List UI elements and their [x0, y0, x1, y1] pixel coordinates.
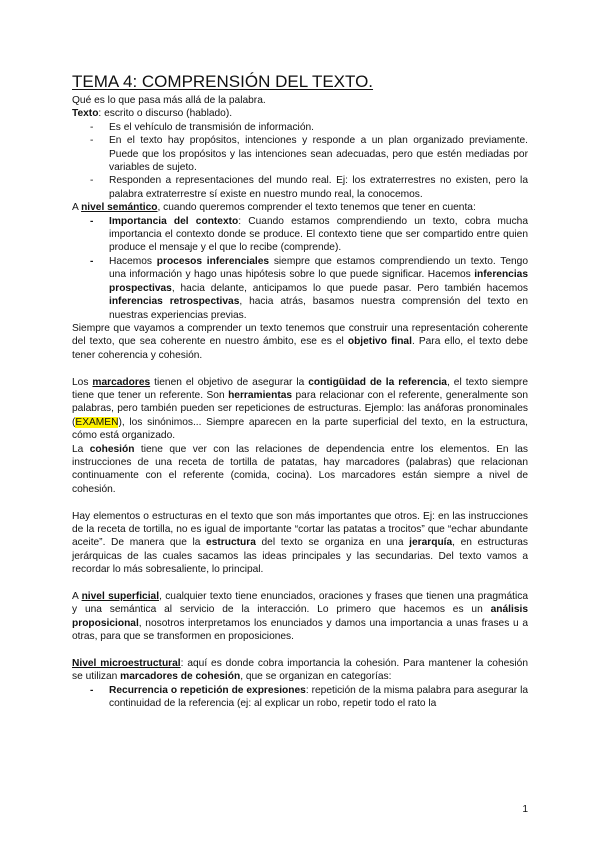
list-item: - Es el vehículo de transmisión de información.	[72, 121, 528, 134]
highlighted-text: EXAMEN	[75, 416, 119, 428]
term-texto: Texto	[72, 108, 99, 120]
paragraph-marcadores: Los marcadores tienen el objetivo de asegurar la contigüidad de la referencia, el texto siempre tiene que tener un referente. Son herramientas para relacionar con el referente, generalmente son palabras, pero también pueden ser repeticiones de estructuras. Ejemplo: las anáforas pronominales (EXAMEN), los sinónimos... Siempre aparecen en la parte superficial del texto, en la estructura, cómo está organizado.	[72, 376, 529, 442]
page-title: TEMA 4: COMPRENSIÓN DEL TEXTO.	[72, 72, 374, 91]
list-item: - Hacemos procesos inferenciales siempre que estamos comprendiendo un texto. Tengo una información y hago unas hipótesis sobre lo que puede significar. Hacemos inferencias prospectivas, hacia delante, anticipamos lo que puede pasar. Pero también hacemos inferencias retrospectivas, hacia atrás, basamos nuestra comprensión del texto en nuestras experiencias previas.	[72, 255, 528, 322]
list-item: - Recurrencia o repetición de expresiones: repetición de la misma palabra para asegurar la continuidad de la referencia (ej: al explicar un robo, repetir todo el rato la	[72, 684, 528, 711]
micro-list	[72, 684, 528, 711]
document-page	[72, 72, 528, 711]
nivel-semantico-intro: A nivel semántico, cuando queremos comprender el texto tenemos que tener en cuenta:	[72, 202, 476, 214]
semantic-list	[72, 215, 528, 322]
paragraph-cohesion: La cohesión tiene que ver con las relaciones de dependencia entre los elementos. En las instrucciones de una receta de tortilla de patatas, hay marcadores (palabras) que relacionan continuamente con el referente (comida, cocina). Los marcadores están siempre a nivel de cohesión.	[72, 443, 528, 495]
paragraph-nivel-superficial: A nivel superficial, cualquier texto tiene enunciados, oraciones y frases que tienen una pragmática y una semántica al servicio de la interacción. Lo primero que hacemos es un análisis proposicional, nosotros interpretamos los enunciados y damos una importancia a unas frases u a otras, para que se transformen en proposiciones.	[72, 590, 528, 643]
texto-list	[72, 121, 528, 201]
list-item: - En el texto hay propósitos, intenciones y responde a un plan organizado previamente. Puede que los propósitos y las intenciones sean adecuadas, pero que estén mediadas por variables de sujeto.	[72, 134, 528, 174]
page-number: 1	[522, 804, 528, 815]
intro-line: Qué es lo que pasa más allá de la palabra.	[72, 95, 266, 106]
term-nivel-semantico: nivel semántico	[81, 202, 158, 214]
list-item: - Responden a representaciones del mundo real. Ej: los extraterrestres no existen, pero la palabra extraterrestre sí existe en nuestro mundo real, la conocemos.	[72, 174, 528, 201]
paragraph-objetivo: Siempre que vayamos a comprender un texto tenemos que construir una representación coherente del texto, que sea coherente en nuestro ámbito, ese es el objetivo final. Para ello, el texto debe tener coherencia y cohesión.	[72, 322, 529, 361]
paragraph-estructura: Hay elementos o estructuras en el texto que son más importantes que otros. Ej: en las instrucciones de la receta de tortilla, no es igual de importante “cortar las patatas a trocitos” que “echar abundante aceite”. De manera que la estructura del texto se organiza en una jerarquía, en estructuras jerárquicas de las cuales sacamos las ideas principales y las secundarias. Del texto vamos a recordar lo más sobresaliente, lo principal.	[72, 510, 528, 576]
paragraph-nivel-microestructural: Nivel microestructural: aquí es donde cobra importancia la cohesión. Para mantener la cohesión se utilizan marcadores de cohesión, que se organizan en categorías:	[72, 658, 528, 683]
texto-definition: Texto: escrito o discurso (hablado).	[72, 108, 233, 120]
list-item: - Importancia del contexto: Cuando estamos comprendiendo un texto, cobra mucha importancia el contexto donde se produce. El contexto tiene que ser compartido entre quien produce el mensaje y el que lo recibe (comprende).	[72, 215, 528, 255]
